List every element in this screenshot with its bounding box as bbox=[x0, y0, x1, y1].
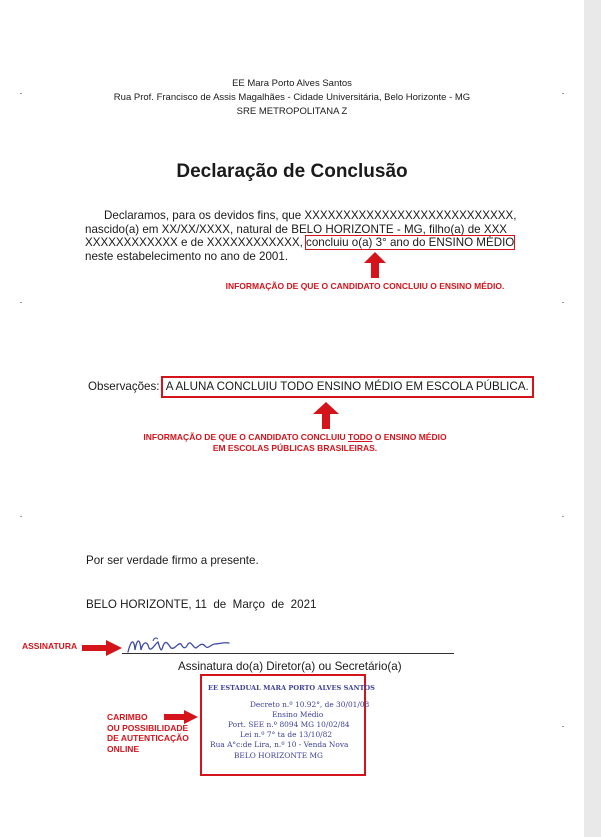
stamp-line: BELO HORIZONTE MG bbox=[234, 751, 323, 760]
arrow-right-icon bbox=[164, 710, 198, 724]
stamp-line: Rua A°c:de Lira, n.º 10 - Venda Nova bbox=[210, 740, 349, 749]
margin-speck bbox=[20, 302, 22, 303]
conclusion-highlight: concluiu o(a) 3° ano do ENSINO MÉDIO bbox=[306, 236, 515, 250]
signature-scribble bbox=[125, 632, 235, 660]
margin-speck bbox=[562, 302, 564, 303]
note-public-school-line-1 bbox=[140, 432, 450, 443]
declaration-line-3-text: XXXXXXXXXXXX e de XXXXXXXXXXXX, bbox=[85, 236, 307, 250]
note-text: O ENSINO MÉDIO bbox=[372, 432, 447, 442]
declaration-line-3 bbox=[85, 236, 535, 250]
declaration-line-1: Declaramos, para os devidos fins, que XXXXXXXXXXXXXXXXXXXXXXXXXXX, bbox=[104, 209, 517, 222]
margin-speck bbox=[562, 516, 564, 517]
note-public-school-line-2: EM ESCOLAS PÚBLICAS BRASILEIRAS. bbox=[212, 443, 378, 453]
place-and-date: BELO HORIZONTE, 11 de Março de 2021 bbox=[86, 598, 317, 611]
stamp-label-line: DE AUTENTICAÇÃO bbox=[107, 733, 189, 743]
stamp-line: Decreto n.º 10.92°, de 30/01/08 bbox=[250, 700, 370, 709]
document-title: Declaração de Conclusão bbox=[176, 161, 408, 182]
arrow-right-icon bbox=[82, 640, 122, 656]
note-text: INFORMAÇÃO DE QUE O CANDIDATO CONCLUIU bbox=[143, 432, 349, 442]
arrow-up-icon bbox=[364, 252, 386, 278]
note-public-school bbox=[140, 432, 450, 454]
margin-speck bbox=[562, 726, 564, 727]
stamp-label-line: OU POSSIBILIDADE bbox=[107, 722, 189, 733]
arrow-up-icon bbox=[313, 402, 339, 429]
signature-marker-label: ASSINATURA bbox=[22, 641, 78, 651]
stamp-line: Lei n.º 7° ta de 13/10/82 bbox=[240, 730, 333, 739]
stamp-line: Port. SEE n.º 8094 MG 10/02/84 bbox=[228, 720, 350, 729]
stamp-line: Ensino Médio bbox=[272, 710, 324, 719]
signature-caption: Assinatura do(a) Diretor(a) ou Secretário(a) bbox=[178, 660, 402, 673]
note-conclusion: INFORMAÇÃO DE QUE O CANDIDATO CONCLUIU O ENSINO MÉDIO. bbox=[225, 281, 505, 291]
school-address: Rua Prof. Francisco de Assis Magalhães - Cidade Universitária, Belo Horizonte - MG bbox=[113, 92, 471, 103]
regional-office: SRE METROPOLITANA Z bbox=[236, 106, 348, 117]
stamp-highlight-box bbox=[200, 674, 375, 776]
signature-line bbox=[122, 653, 454, 654]
declaration-line-2: nascido(a) em XX/XX/XXXX, natural de BELO HORIZONTE - MG, filho(a) de XXX bbox=[85, 222, 508, 236]
stamp-label-line: ONLINE bbox=[107, 743, 140, 754]
observations-highlight: A ALUNA CONCLUIU TODO ENSINO MÉDIO EM ESCOLA PÚBLICA. bbox=[163, 378, 532, 396]
declaration-paragraph bbox=[85, 209, 535, 263]
stamp-label-line: CARIMBO bbox=[107, 712, 148, 722]
observations bbox=[88, 378, 532, 396]
closing-statement: Por ser verdade firmo a presente. bbox=[86, 554, 259, 567]
note-emphasis: TODO bbox=[348, 432, 373, 442]
margin-speck bbox=[20, 516, 22, 517]
observations-label: Observações: bbox=[88, 380, 160, 393]
school-name: EE Mara Porto Alves Santos bbox=[232, 78, 352, 89]
declaration-line-4: neste estabelecimento no ano de 2001. bbox=[85, 249, 289, 263]
stamp-title: EE ESTADUAL MARA PORTO ALVES SANTOS bbox=[208, 684, 375, 692]
